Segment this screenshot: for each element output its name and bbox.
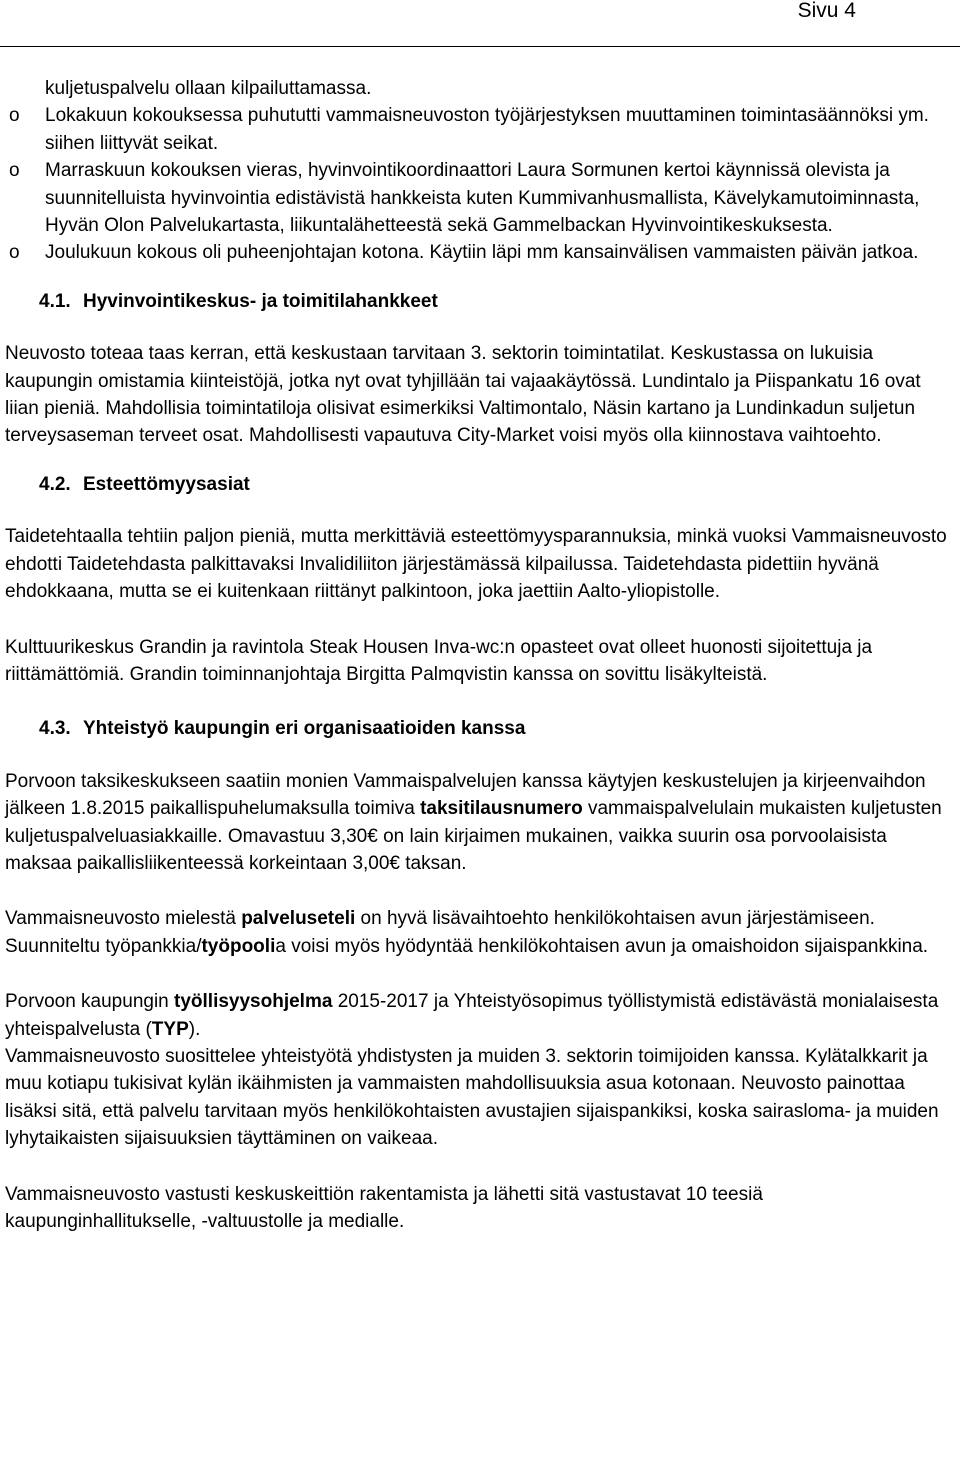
emphasis-text: työpooli <box>201 935 276 957</box>
paragraph-text: on hyvä lisävaihtoehto henkilökohtaisen avun järjestämiseen. Suunniteltu työpankkia/ <box>5 908 875 957</box>
paragraph-text: ). <box>188 1018 201 1040</box>
paragraph-text: Porvoon taksikeskukseen saatiin monien Vammaispalvelujen kanssa käytyjen keskustelujen ja kirjeenvaihdon jälkeen 1.8.2015 paikallispuhelumaksulla toimiva <box>5 770 926 820</box>
emphasis-text: työllisyysohjelma <box>174 991 333 1013</box>
paragraph-text: vammaispalvelulain mukaisten kuljetusten kuljetuspalveluasiakkaille. Omavastuu 3,30€ on lain kirjaimen mukainen, vaikka suurin osa porvoolaisista maksaa paikallisliikenteessä korkeintaan 3,00€ taksan. <box>5 798 942 874</box>
section-heading <box>5 471 953 498</box>
paragraph: Kulttuurikeskus Grandin ja ravintola Steak Housen Inva-wc:n opasteet ovat olleet huonosti sijoitettuja ja riittämättömiä. Grandin toiminnanjohtaja Birgitta Palmqvistin kanssa on sovittu lisäkylteistä. <box>5 636 873 685</box>
section-title: Yhteistyö kaupungin eri organisaatioiden kanssa <box>83 718 526 740</box>
paragraph-text: a voisi myös hyödyntää henkilökohtaisen avun ja omaishoidon sijaispankkina. <box>275 935 929 957</box>
paragraph: Taidetehtaalla tehtiin paljon pieniä, mutta merkittäviä esteettömyysparannuksia, minkä vuoksi Vammaisneuvosto ehdotti Taidetehdasta palkittavaksi Invalidiliiton järjestämässä kilpailussa. Taidetehdasta pidettiin hyvänä ehdokkaana, mutta se ei kuitenkaan riittänyt palkintoon, joka jaettiin Aalto-yliopistolle. <box>5 526 947 603</box>
page-number: Sivu 4 <box>797 0 856 22</box>
paragraph <box>5 905 953 960</box>
paragraph: Vammaisneuvosto suosittelee yhteistyötä yhdistysten ja muiden 3. sektorin toimijoiden kanssa. Kylätalkkarit ja muu kotiapu tukisivat kylän ikäihmisten ja vammaisten mahdollisuuksia asua kotonaan. Neuvosto painottaa lisäksi sitä, että palvelu tarvitaan myös henkilökohtaisten avustajien sijaispankiksi, koska sairasloma- ja muiden lyhytaikaisten sijaisuuksien täyttäminen on vaikeaa. <box>5 1045 939 1150</box>
page-header <box>0 0 960 47</box>
list-item-text: kuljetuspalvelu ollaan kilpailuttamassa. <box>45 78 372 99</box>
section-title: Esteettömyysasiat <box>83 473 250 495</box>
bullet-marker: o <box>9 105 20 127</box>
bullet-list <box>5 75 953 267</box>
bullet-marker: o <box>9 242 20 264</box>
document-body <box>5 75 953 1235</box>
paragraph-text: 2015-2017 ja Yhteistyösopimus työllistymistä edistävästä monialaisesta yhteispalvelusta ( <box>5 991 939 1040</box>
paragraph <box>5 988 953 1043</box>
paragraph-text: Porvoon kaupungin <box>5 991 175 1013</box>
paragraph: Neuvosto toteaa taas kerran, että keskustaan tarvitaan 3. sektorin toimintatilat. Keskustassa on lukuisia kaupungin omistamia kiinteistöjä, jotka nyt ovat tyhjillään tai vajaakäytössä. Lundintalo ja Piispankatu 16 ovat liian pieniä. Mahdollisia toimintatiloja olisivat esimerkiksi Valtimontalo, Näsin kartano ja Lundinkadun suljetun terveysaseman terveet osat. Mahdollisesti vapautuva City-Market voisi myös olla kiinnostava vaihtoehto. <box>5 343 921 447</box>
emphasis-text: TYP <box>151 1018 189 1040</box>
list-item <box>5 157 953 239</box>
bullet-marker: o <box>9 160 20 182</box>
list-item-text: Lokakuun kokouksessa puhututti vammaisneuvoston työjärjestyksen muuttaminen toimintasäännöksi ym. siihen liittyvät seikat. <box>45 105 929 154</box>
emphasis-text: taksitilausnumero <box>420 798 583 820</box>
paragraph <box>5 768 953 878</box>
list-item-text: Joulukuun kokous oli puheenjohtajan kotona. Käytiin läpi mm kansainvälisen vammaisten päivän jatkoa. <box>45 242 919 264</box>
list-item <box>5 75 953 102</box>
section-number: 4.2. <box>39 473 71 495</box>
section-number: 4.1. <box>39 290 71 312</box>
emphasis-text: palveluseteli <box>241 908 356 930</box>
section-number: 4.3. <box>39 718 71 740</box>
section-title: Hyvinvointikeskus- ja toimitilahankkeet <box>83 290 438 312</box>
list-item-text: Marraskuun kokouksen vieras, hyvinvointikoordinaattori Laura Sormunen kertoi käynnissä olevista ja suunnitelluista hyvinvointia edistävistä hankkeista kuten Kummivanhusmallista, Kävelykamutoiminnasta, Hyvän Olon Palvelukartasta, liikuntalähetteestä sekä Gammelbackan Hyvinvointikeskuksesta. <box>45 160 920 237</box>
paragraph-text: Vammaisneuvosto mielestä <box>5 908 242 930</box>
paragraph: Vammaisneuvosto vastusti keskuskeittiön rakentamista ja lähetti sitä vastustavat 10 teesiä kaupunginhallitukselle, -valtuustolle ja medialle. <box>5 1183 763 1232</box>
section-heading <box>5 288 953 315</box>
section-heading <box>5 715 953 742</box>
list-item <box>5 102 953 157</box>
list-item <box>5 239 953 266</box>
